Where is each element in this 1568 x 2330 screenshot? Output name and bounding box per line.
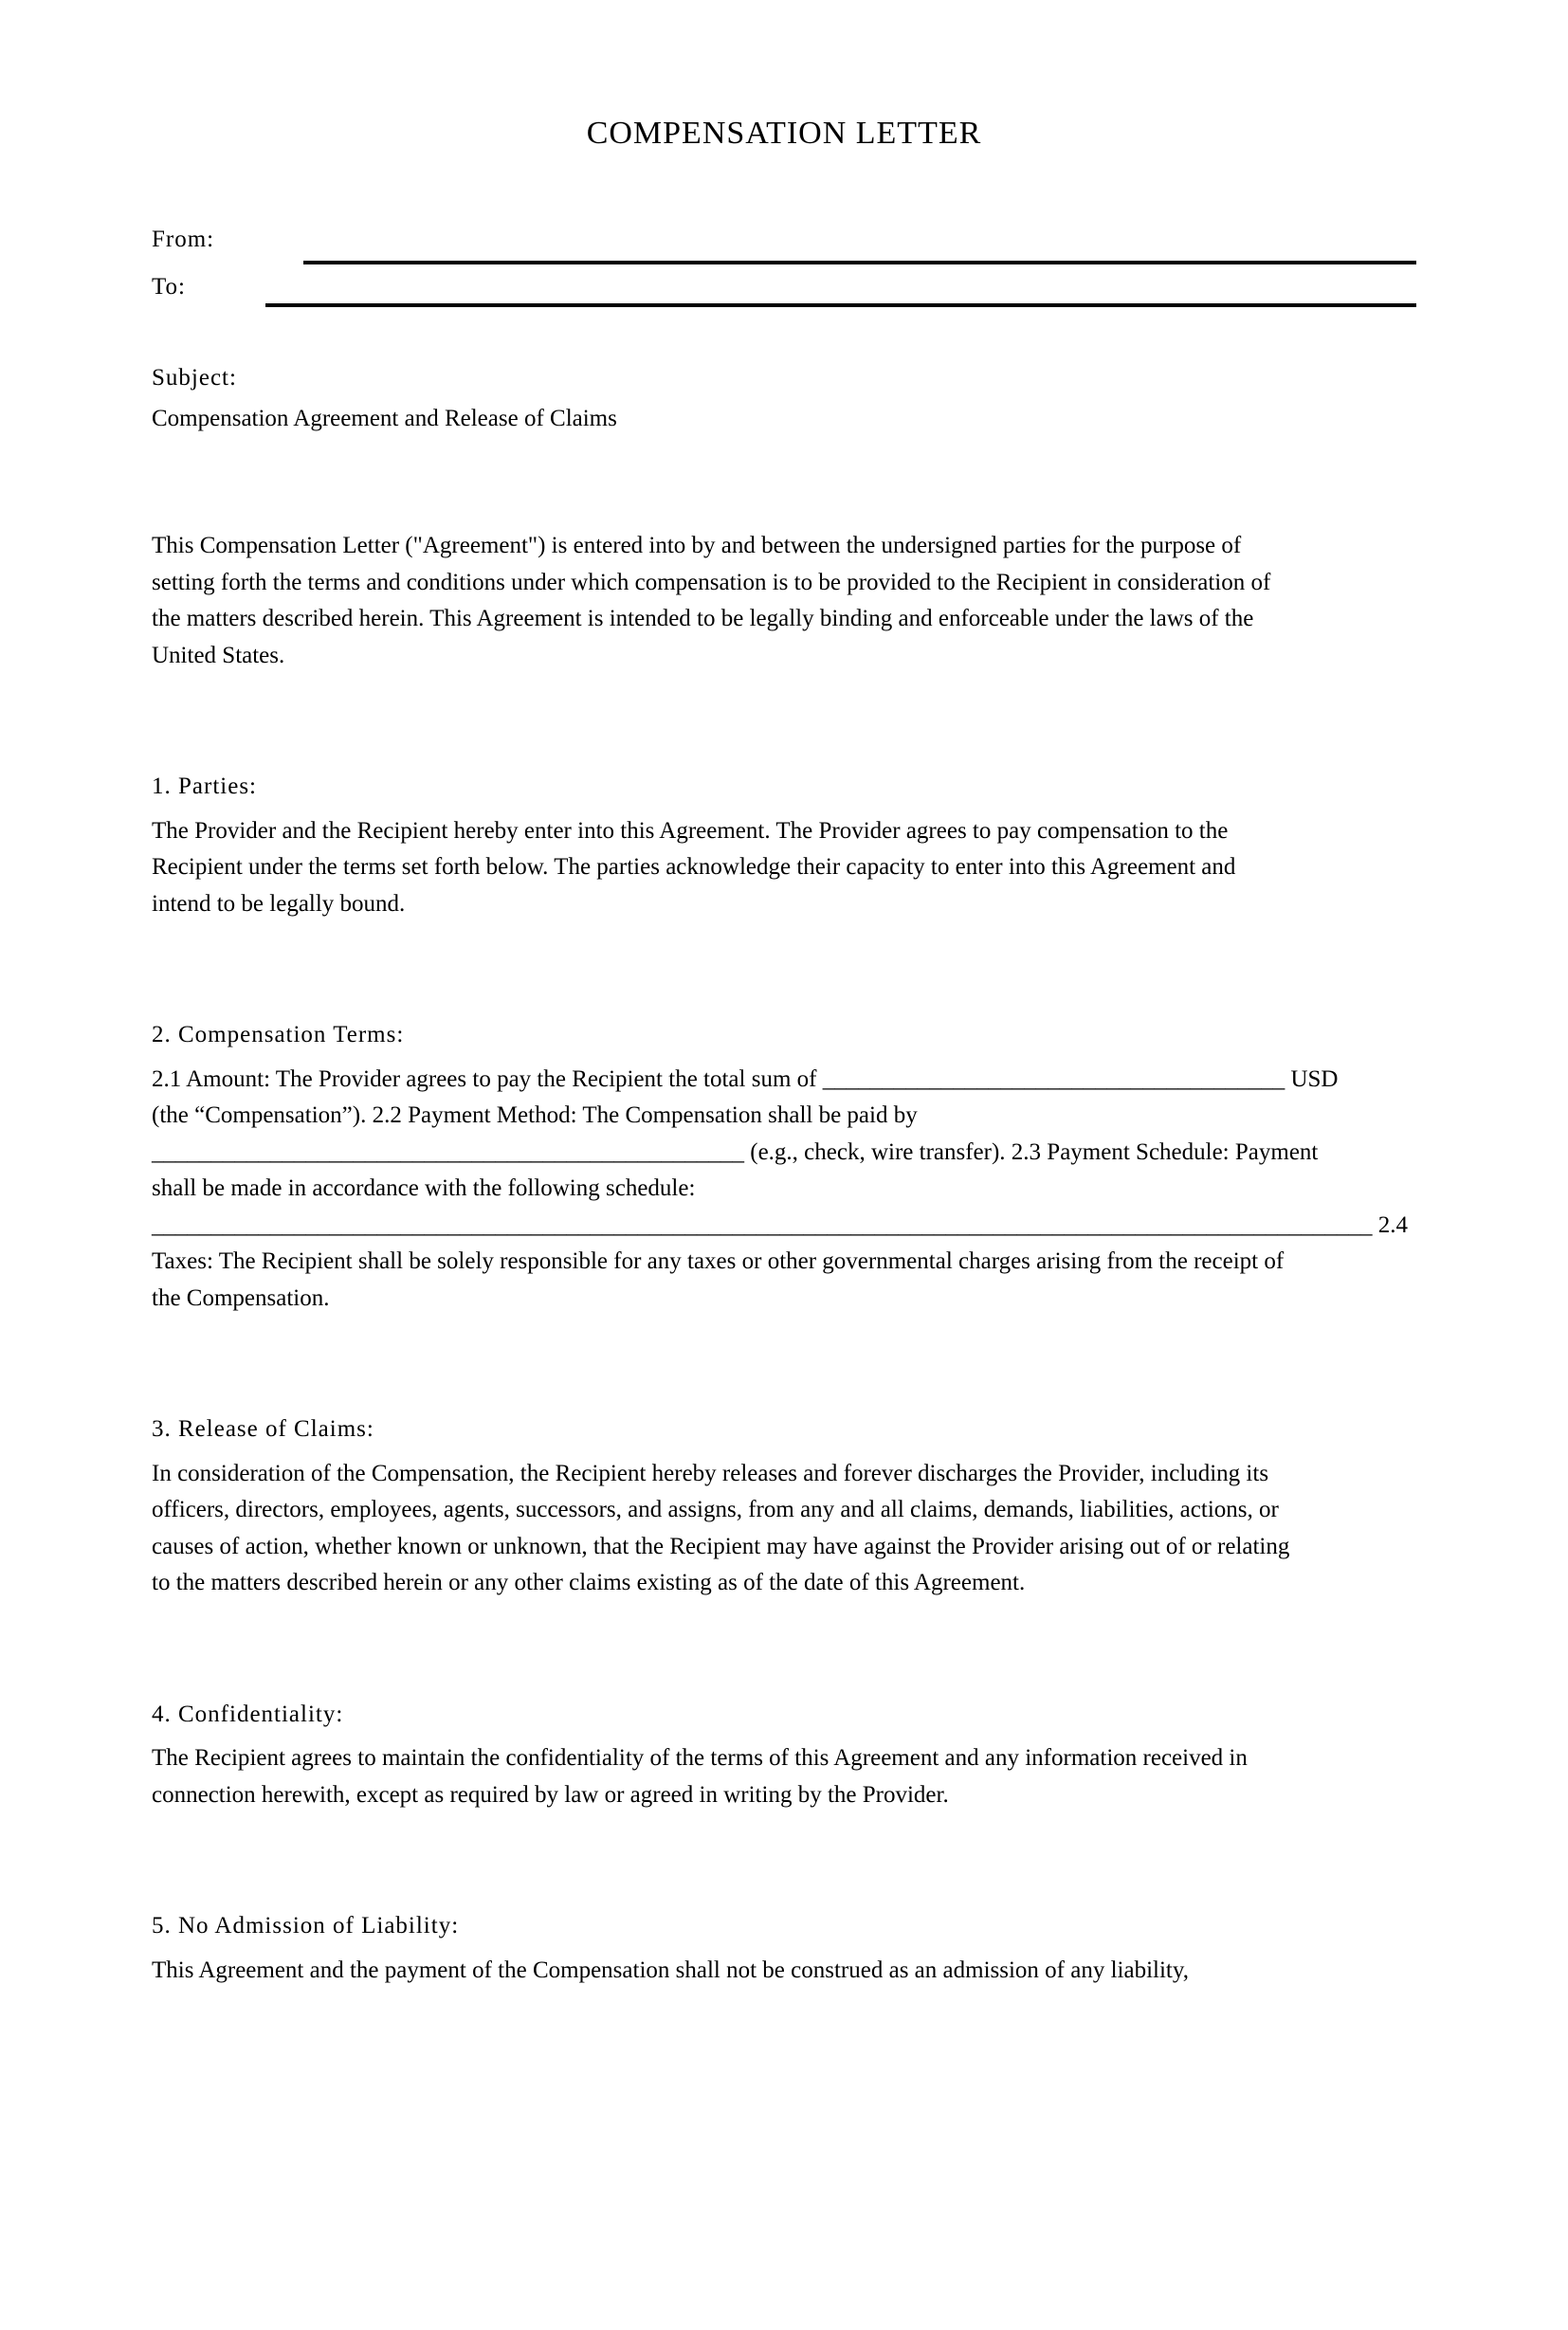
- from-field: [152, 222, 1416, 268]
- text-line: __________________________________________________ (e.g., check, wire transfer). 2.3 Payment Schedule: Payment: [152, 1138, 1319, 1165]
- text-line: officers, directors, employees, agents, successors, and assigns, from any and all claims, demands, liabilities, actions, or: [152, 1497, 1279, 1522]
- text-line: causes of action, whether known or unknown, that the Recipient may have against the Provider arising out of or relating: [152, 1533, 1290, 1559]
- text-line: the Compensation.: [152, 1284, 330, 1311]
- section-paragraph-compensation-terms: [152, 1062, 1416, 1318]
- text-line: In consideration of the Compensation, the Recipient hereby releases and forever discharges the Provider, including its: [152, 1460, 1269, 1486]
- to-field: [152, 269, 1416, 316]
- text-line: to the matters described herein or any other claims existing as of the date of this Agreement.: [152, 1570, 1026, 1595]
- text-line: setting forth the terms and conditions under which compensation is to be provided to the Recipient in consideration of: [152, 569, 1271, 595]
- text-line: United States.: [152, 642, 285, 668]
- section-heading-release-of-claims: 3. Release of Claims:: [152, 1416, 374, 1442]
- section-paragraph-parties: [152, 813, 1416, 923]
- section-paragraph-confidentiality: [152, 1740, 1416, 1813]
- from-fill-in-line[interactable]: [303, 261, 1416, 264]
- text-line: (the “Compensation”). 2.2 Payment Method: The Compensation shall be paid by: [152, 1102, 918, 1128]
- section-heading-no-admission-of-liability: 5. No Admission of Liability:: [152, 1913, 460, 1939]
- text-line: Taxes: The Recipient shall be solely responsible for any taxes or other governmental charges arising from the receipt of: [152, 1248, 1285, 1274]
- text-line: the matters described herein. This Agreement is intended to be legally binding and enforceable under the laws of the: [152, 606, 1254, 631]
- text-line: _______________________________________________________________________________________________________ 2.4: [152, 1211, 1408, 1238]
- text-line: The Provider and the Recipient hereby enter into this Agreement. The Provider agrees to pay compensation to the: [152, 817, 1229, 844]
- section-heading-parties: 1. Parties:: [152, 774, 257, 799]
- to-fill-in-line[interactable]: [265, 303, 1416, 307]
- intro-paragraph: [152, 528, 1416, 674]
- text-line: This Compensation Letter ("Agreement") is entered into by and between the undersigned parties for the purpose of: [152, 533, 1242, 558]
- section-heading-compensation-terms: 2. Compensation Terms:: [152, 1022, 405, 1047]
- to-label: To:: [152, 274, 186, 300]
- text-line: The Recipient agrees to maintain the confidentiality of the terms of this Agreement and any information received in: [152, 1745, 1248, 1771]
- page-title: COMPENSATION LETTER: [586, 116, 982, 151]
- document-page: [0, 113, 1568, 1989]
- subject-label: Subject:: [152, 365, 237, 391]
- text-line: This Agreement and the payment of the Compensation shall not be construed as an admission of any liability,: [152, 1957, 1189, 1983]
- text-line: shall be made in accordance with the following schedule:: [152, 1175, 696, 1201]
- text-line: intend to be legally bound.: [152, 890, 406, 917]
- text-line: connection herewith, except as required by law or agreed in writing by the Provider.: [152, 1781, 949, 1808]
- text-line: 2.1 Amount: The Provider agrees to pay the Recipient the total sum of _______________________________________ USD: [152, 1065, 1339, 1092]
- subject-value: Compensation Agreement and Release of Claims: [152, 405, 617, 431]
- section-heading-confidentiality: 4. Confidentiality:: [152, 1701, 344, 1727]
- text-line: Recipient under the terms set forth below. The parties acknowledge their capacity to enter into this Agreement and: [152, 854, 1236, 880]
- section-paragraph-no-admission-of-liability: [152, 1953, 1416, 1990]
- section-paragraph-release-of-claims: [152, 1456, 1416, 1602]
- from-label: From:: [152, 227, 215, 252]
